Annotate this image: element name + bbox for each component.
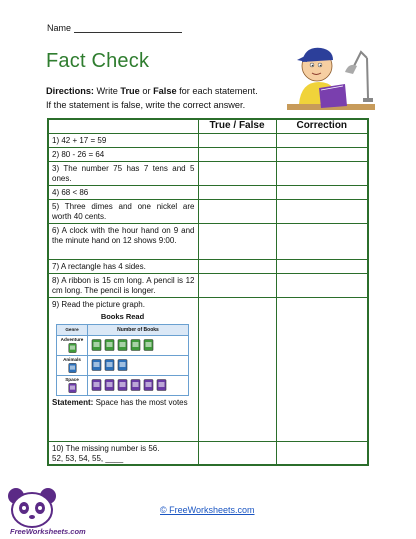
table-row — [48, 133, 368, 147]
answer-cell-6[interactable] — [198, 223, 276, 259]
book-icon — [130, 339, 141, 351]
book-icon — [91, 379, 102, 391]
table-row — [48, 297, 368, 441]
book-icon — [117, 379, 128, 391]
table-row — [48, 147, 368, 161]
answer-cell-5[interactable] — [198, 199, 276, 223]
directions-text-3: for each statement. — [176, 86, 258, 96]
genre-name: Space — [65, 377, 79, 382]
answer-cell-8[interactable] — [198, 273, 276, 297]
graph-col-books: Number of Books — [88, 324, 189, 335]
book-icon — [143, 379, 154, 391]
book-icon — [117, 359, 128, 371]
directions-label: Directions: — [46, 86, 94, 96]
table-row — [48, 273, 368, 297]
table-row — [48, 199, 368, 223]
statement-9 — [48, 297, 198, 441]
statement-10-sequence: 52, 53, 54, 55, ____ — [52, 453, 124, 463]
name-line[interactable] — [74, 23, 182, 33]
statement-3: 3) The number 75 has 7 tens and 5 ones. — [48, 161, 198, 185]
answer-cell-7[interactable] — [198, 259, 276, 273]
statement-2: 2) 80 - 26 = 64 — [48, 147, 198, 161]
correction-cell-6[interactable] — [276, 223, 368, 259]
book-icon — [91, 339, 102, 351]
correction-cell-9[interactable] — [276, 297, 368, 441]
book-icon — [104, 359, 115, 371]
statement-7: 7) A rectangle has 4 sides. — [48, 259, 198, 273]
table-row — [48, 185, 368, 199]
picture-graph — [56, 312, 189, 396]
graph-row-adventure — [57, 335, 189, 355]
table-header-row — [48, 119, 368, 133]
book-icon — [156, 379, 167, 391]
copyright-link[interactable]: © FreeWorksheets.com — [160, 505, 255, 515]
statement-9-prompt: 9) Read the picture graph. — [52, 299, 145, 309]
answer-cell-3[interactable] — [198, 161, 276, 185]
correction-cell-4[interactable] — [276, 185, 368, 199]
table-row — [48, 259, 368, 273]
boy-reading-illustration — [283, 38, 375, 114]
table-row — [48, 161, 368, 185]
statement-5: 5) Three dimes and one nickel are worth 40 cents. — [48, 199, 198, 223]
book-icon — [91, 359, 102, 371]
genre-label — [57, 355, 88, 375]
genre-name: Animals — [63, 357, 81, 362]
header-correction: Correction — [276, 119, 368, 133]
book-icon — [143, 339, 154, 351]
genre-label — [57, 335, 88, 355]
graph-row-space — [57, 375, 189, 395]
answer-cell-10[interactable] — [198, 441, 276, 465]
header-statement — [48, 119, 198, 133]
graph-row-animals — [57, 355, 189, 375]
correction-cell-3[interactable] — [276, 161, 368, 185]
table-row — [48, 223, 368, 259]
book-icons — [88, 379, 188, 391]
statement-6: 6) A clock with the hour hand on 9 and the minute hand on 12 shows 9:00. — [48, 223, 198, 259]
statement-10 — [48, 441, 198, 465]
directions-true: True — [120, 86, 140, 96]
answer-cell-1[interactable] — [198, 133, 276, 147]
graph-col-genre: Genre — [57, 324, 88, 335]
graph-statement-text: Space has the most votes — [93, 397, 188, 407]
book-icon — [130, 379, 141, 391]
graph-statement — [52, 398, 195, 408]
book-icon — [104, 379, 115, 391]
name-label: Name — [47, 23, 72, 33]
statement-4: 4) 68 < 86 — [48, 185, 198, 199]
correction-cell-7[interactable] — [276, 259, 368, 273]
genre-name: Adventure — [60, 337, 84, 342]
book-icons — [88, 359, 188, 371]
answer-cell-2[interactable] — [198, 147, 276, 161]
correction-cell-8[interactable] — [276, 273, 368, 297]
statement-1: 1) 42 + 17 = 59 — [48, 133, 198, 147]
graph-table — [56, 324, 189, 396]
directions-line-2: If the statement is false, write the correct answer. — [46, 100, 246, 110]
statement-10-text: 10) The missing number is 56. — [52, 443, 160, 453]
fact-check-table — [47, 118, 369, 466]
directions-text-2: or — [139, 86, 154, 96]
graph-statement-label: Statement: — [52, 397, 94, 407]
correction-cell-1[interactable] — [276, 133, 368, 147]
name-field-row — [47, 23, 182, 33]
book-icon — [104, 339, 115, 351]
logo-text: FreeWorksheets.com — [10, 527, 86, 536]
correction-cell-10[interactable] — [276, 441, 368, 465]
table-row — [48, 441, 368, 465]
page-title: Fact Check — [46, 50, 150, 72]
book-icons — [88, 339, 188, 351]
graph-title: Books Read — [100, 311, 145, 321]
correction-cell-5[interactable] — [276, 199, 368, 223]
genre-icon — [57, 363, 87, 373]
answer-cell-4[interactable] — [198, 185, 276, 199]
book-icon — [68, 363, 77, 373]
correction-cell-2[interactable] — [276, 147, 368, 161]
header-true-false: True / False — [198, 119, 276, 133]
statement-8: 8) A ribbon is 15 cm long. A pencil is 12 cm long. The pencil is longer. — [48, 273, 198, 297]
directions-text-1: Write — [94, 86, 121, 96]
genre-label — [57, 375, 88, 395]
book-icon — [117, 339, 128, 351]
answer-cell-9[interactable] — [198, 297, 276, 441]
book-icon — [68, 383, 77, 393]
directions-false: False — [153, 86, 177, 96]
genre-icon — [57, 343, 87, 353]
genre-icon — [57, 383, 87, 393]
book-icon — [68, 343, 77, 353]
